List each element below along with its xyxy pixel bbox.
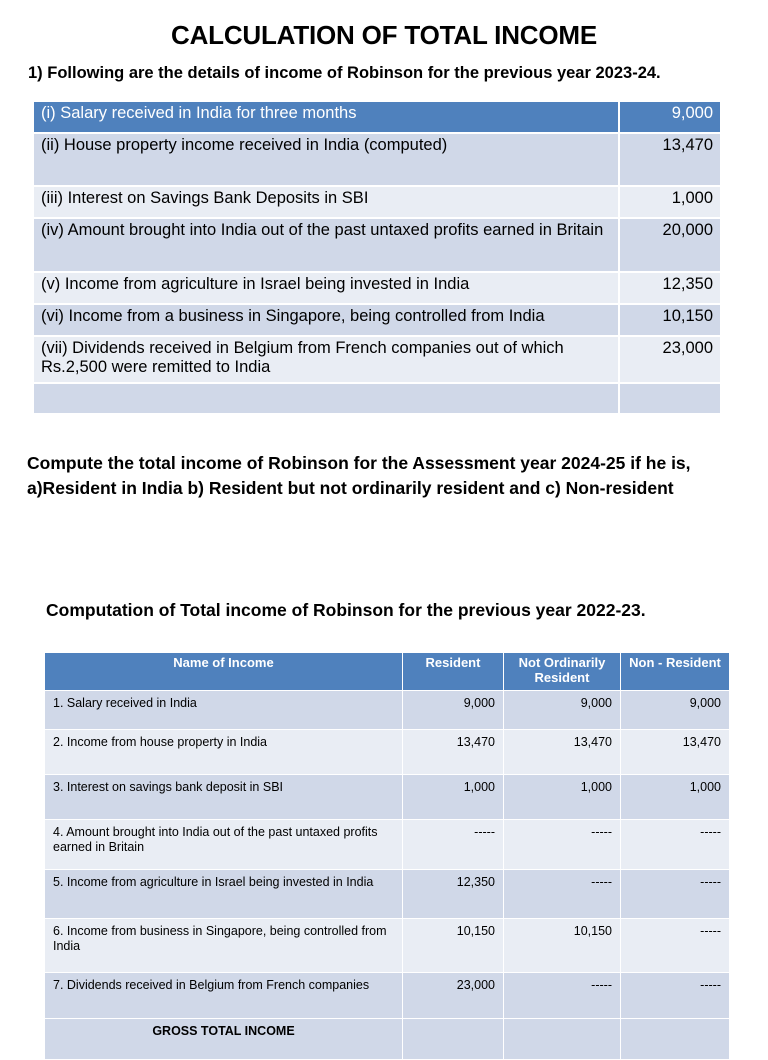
income-label bbox=[33, 383, 619, 414]
nor-value: ----- bbox=[504, 820, 621, 870]
table-row bbox=[45, 820, 730, 870]
income-details-table bbox=[32, 100, 722, 415]
resident-value: ----- bbox=[403, 820, 504, 870]
page-title: CALCULATION OF TOTAL INCOME bbox=[171, 20, 597, 50]
table-row bbox=[45, 691, 730, 730]
income-row bbox=[33, 101, 721, 133]
nor-value: 10,150 bbox=[504, 919, 621, 973]
table-row bbox=[45, 973, 730, 1019]
computation-table bbox=[44, 652, 730, 1060]
nor-value: 9,000 bbox=[504, 691, 621, 730]
computation-header-row bbox=[45, 653, 730, 691]
resident-value: 1,000 bbox=[403, 775, 504, 820]
income-row bbox=[33, 383, 721, 414]
income-name: 3. Interest on savings bank deposit in SBI bbox=[45, 775, 403, 820]
table-row bbox=[45, 730, 730, 775]
nor-value: ----- bbox=[504, 870, 621, 919]
table-row bbox=[45, 775, 730, 820]
income-amount: 1,000 bbox=[619, 186, 721, 218]
income-name: 7. Dividends received in Belgium from French companies bbox=[45, 973, 403, 1019]
resident-value: 10,150 bbox=[403, 919, 504, 973]
computation-title: Computation of Total income of Robinson for the previous year 2022-23. bbox=[46, 600, 646, 620]
nor-value: 13,470 bbox=[504, 730, 621, 775]
income-amount: 13,470 bbox=[619, 133, 721, 186]
income-name: 5. Income from agriculture in Israel being invested in India bbox=[45, 870, 403, 919]
income-amount: 12,350 bbox=[619, 272, 721, 304]
income-row bbox=[33, 186, 721, 218]
income-label: (iii) Interest on Savings Bank Deposits in SBI bbox=[33, 186, 619, 218]
income-amount: 20,000 bbox=[619, 218, 721, 272]
non-resident-value: ----- bbox=[621, 870, 730, 919]
income-label: (ii) House property income received in India (computed) bbox=[33, 133, 619, 186]
gross-non-resident-value bbox=[621, 1019, 730, 1060]
income-row bbox=[33, 304, 721, 336]
header-not-ordinarily-resident: Not Ordinarily Resident bbox=[504, 653, 621, 691]
resident-value: 12,350 bbox=[403, 870, 504, 919]
income-amount: 10,150 bbox=[619, 304, 721, 336]
income-amount: 23,000 bbox=[619, 336, 721, 383]
income-label: (vii) Dividends received in Belgium from French companies out of which Rs.2,500 were remitted to India bbox=[33, 336, 619, 383]
resident-value: 13,470 bbox=[403, 730, 504, 775]
gross-total-row bbox=[45, 1019, 730, 1060]
intro-text: 1) Following are the details of income of Robinson for the previous year 2023-24. bbox=[28, 64, 661, 82]
income-row bbox=[33, 133, 721, 186]
resident-value: 9,000 bbox=[403, 691, 504, 730]
non-resident-value: ----- bbox=[621, 973, 730, 1019]
income-row bbox=[33, 336, 721, 383]
non-resident-value: 13,470 bbox=[621, 730, 730, 775]
gross-total-label: GROSS TOTAL INCOME bbox=[45, 1019, 403, 1060]
income-amount bbox=[619, 383, 721, 414]
income-name: 6. Income from business in Singapore, being controlled from India bbox=[45, 919, 403, 973]
header-resident: Resident bbox=[403, 653, 504, 691]
header-name-of-income: Name of Income bbox=[45, 653, 403, 691]
income-row bbox=[33, 218, 721, 272]
gross-nor-value bbox=[504, 1019, 621, 1060]
income-name: 2. Income from house property in India bbox=[45, 730, 403, 775]
header-non-resident: Non - Resident bbox=[621, 653, 730, 691]
income-label: (vi) Income from a business in Singapore, being controlled from India bbox=[33, 304, 619, 336]
nor-value: 1,000 bbox=[504, 775, 621, 820]
non-resident-value: 9,000 bbox=[621, 691, 730, 730]
income-name: 4. Amount brought into India out of the past untaxed profits earned in Britain bbox=[45, 820, 403, 870]
gross-resident-value bbox=[403, 1019, 504, 1060]
nor-value: ----- bbox=[504, 973, 621, 1019]
income-label: (v) Income from agriculture in Israel being invested in India bbox=[33, 272, 619, 304]
income-name: 1. Salary received in India bbox=[45, 691, 403, 730]
income-label: (i) Salary received in India for three months bbox=[33, 101, 619, 133]
question-text: Compute the total income of Robinson for the Assessment year 2024-25 if he is, a)Resident in India b) Resident but not ordinarily resident and c) Non-resident bbox=[27, 453, 691, 498]
non-resident-value: ----- bbox=[621, 919, 730, 973]
income-amount: 9,000 bbox=[619, 101, 721, 133]
non-resident-value: 1,000 bbox=[621, 775, 730, 820]
income-row bbox=[33, 272, 721, 304]
income-label: (iv) Amount brought into India out of the past untaxed profits earned in Britain bbox=[33, 218, 619, 272]
table-row bbox=[45, 870, 730, 919]
table-row bbox=[45, 919, 730, 973]
non-resident-value: ----- bbox=[621, 820, 730, 870]
resident-value: 23,000 bbox=[403, 973, 504, 1019]
